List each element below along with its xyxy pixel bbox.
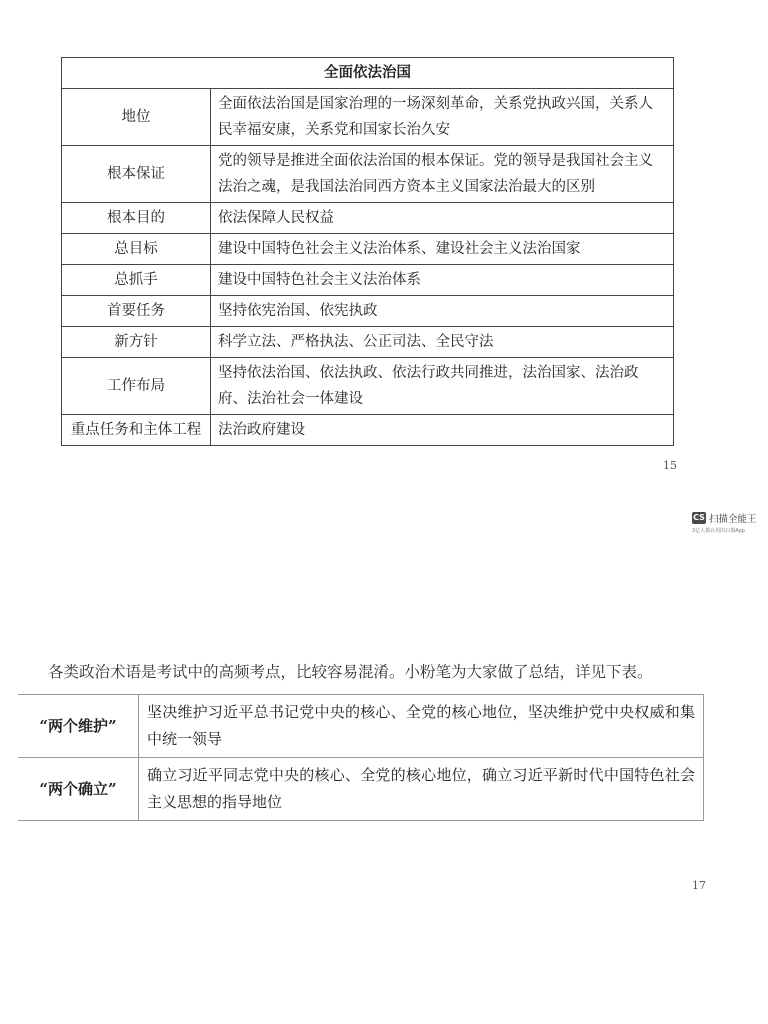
page-number: 15 (663, 459, 677, 472)
table-row (18, 695, 704, 758)
row-value: 党的领导是推进全面依法治国的根本保证。党的领导是我国社会主义法治之魂，是我国法治同西方资本主义国家法治最大的区别 (211, 146, 674, 203)
intro-paragraph: 各类政治术语是考试中的高频考点，比较容易混淆。小粉笔为大家做了总结，详见下表。 (48, 663, 653, 681)
camscanner-logo-icon: CS (693, 513, 705, 522)
row-key: “两个维护” (18, 695, 139, 758)
scanner-slogan: 3亿人都在用的扫描App (692, 528, 745, 534)
row-key: “两个确立” (18, 758, 139, 821)
table-row (18, 758, 704, 821)
row-value: 坚持依法治国、依法执政、依法行政共同推进，法治国家、法治政府、法治社会一体建设 (211, 358, 674, 415)
row-value: 依法保障人民权益 (211, 203, 674, 234)
table-row (62, 358, 674, 415)
row-value: 坚决维护习近平总书记党中央的核心、全党的核心地位，坚决维护党中央权威和集中统一领导 (139, 695, 704, 758)
row-key: 重点任务和主体工程 (62, 415, 211, 446)
row-key: 总抓手 (62, 265, 211, 296)
table-row (62, 146, 674, 203)
row-value: 全面依法治国是国家治理的一场深刻革命，关系党执政兴国，关系人民幸福安康，关系党和国家长治久安 (211, 89, 674, 146)
table-row (62, 203, 674, 234)
table-row (62, 89, 674, 146)
row-value: 建设中国特色社会主义法治体系、建设社会主义法治国家 (211, 234, 674, 265)
row-value: 科学立法、严格执法、公正司法、全民守法 (211, 327, 674, 358)
scanner-watermark (692, 511, 762, 541)
row-value: 坚持依宪治国、依宪执政 (211, 296, 674, 327)
table-row (62, 415, 674, 446)
table-row (62, 234, 674, 265)
scanner-app-name: 扫描全能王 (709, 514, 757, 525)
row-key: 总目标 (62, 234, 211, 265)
table-row (62, 327, 674, 358)
page-number: 17 (692, 879, 706, 892)
table-row (62, 265, 674, 296)
political-terms-table (18, 694, 704, 821)
row-value: 确立习近平同志党中央的核心、全党的核心地位，确立习近平新时代中国特色社会主义思想的指导地位 (139, 758, 704, 821)
table-row (62, 296, 674, 327)
row-value: 建设中国特色社会主义法治体系 (211, 265, 674, 296)
rule-of-law-table (61, 57, 674, 446)
row-key: 根本保证 (62, 146, 211, 203)
row-key: 首要任务 (62, 296, 211, 327)
row-key: 工作布局 (62, 358, 211, 415)
row-value: 法治政府建设 (211, 415, 674, 446)
row-key: 根本目的 (62, 203, 211, 234)
row-key: 地位 (62, 89, 211, 146)
table-title: 全面依法治国 (62, 58, 674, 89)
row-key: 新方针 (62, 327, 211, 358)
